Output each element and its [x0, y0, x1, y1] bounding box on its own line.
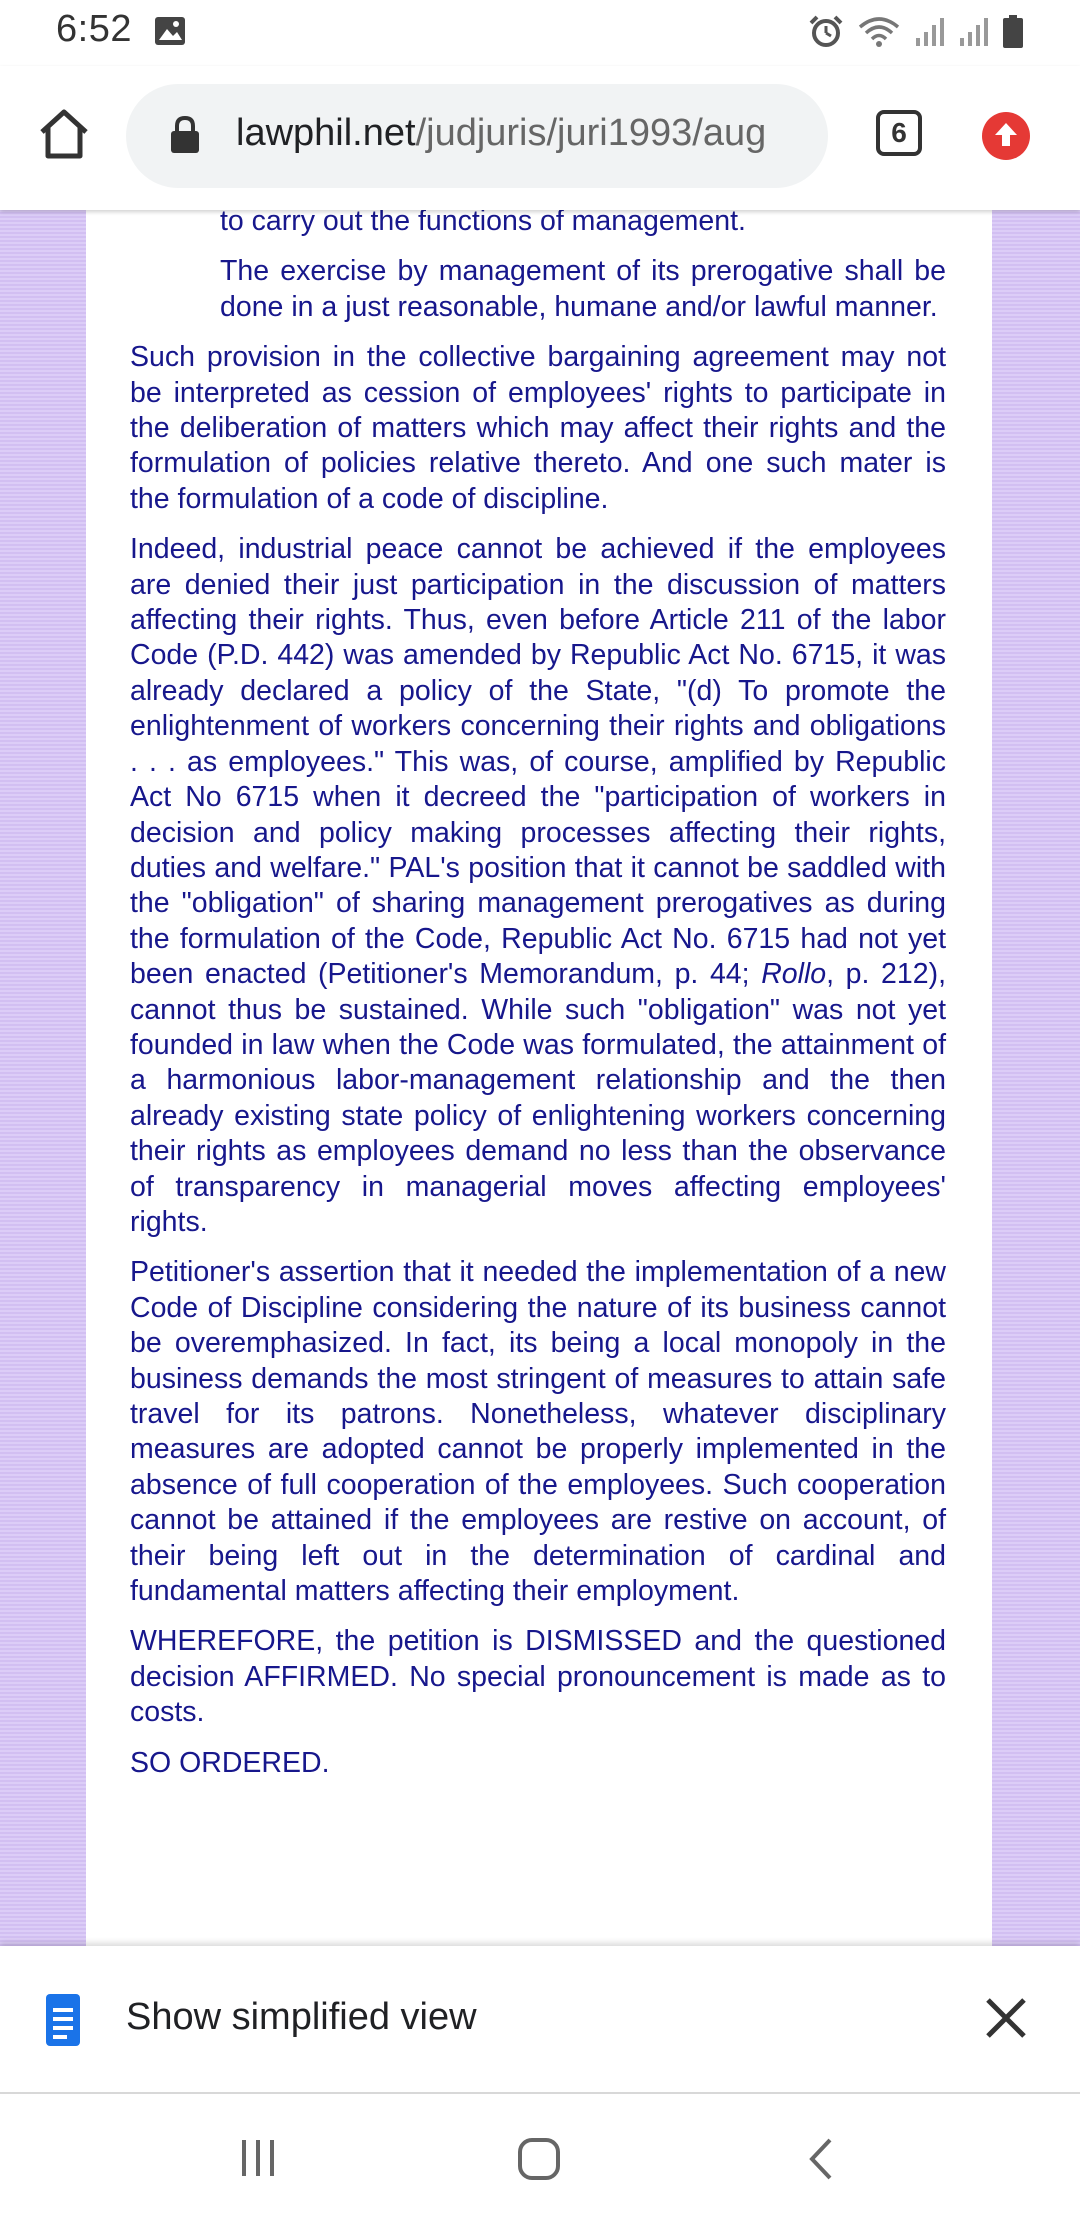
signal-icon	[914, 16, 944, 53]
document-icon	[44, 1992, 82, 2053]
url-domain: lawphil.net	[236, 112, 416, 154]
lock-icon	[170, 116, 200, 159]
status-time: 6:52	[56, 8, 132, 50]
italic-citation: Rollo	[761, 958, 827, 991]
simplified-view-label[interactable]: Show simplified view	[126, 1996, 477, 2038]
paragraph	[130, 532, 946, 1240]
url-path: /judjuris/juri1993/aug	[415, 112, 767, 154]
paragraph: Such provision in the collective bargaining agreement may not be interpreted as cession of employees' rights to participate in the deliberation of matters which may affect their rights and the formulation of policies relative thereto. And one such mater is the formulation of a code of discipline.	[130, 341, 946, 515]
tabs-icon[interactable]: 6	[876, 110, 922, 156]
paragraph-text: Indeed, industrial peace cannot be achieved if the employees are denied their just participation in the discussion of matters affecting their rights. Thus, even before Article 211 of the labor Code (P.D. 442) was amended by Republic Act No. 6715, it was already declared a policy of the State, "(d) To promote the enlightenment of workers concerning their rights and obligations . . . as employees." This was, of course, amplified by Republic Act No 6715 when it decreed the "participation of workers in decision and policy making processes affecting their rights, duties and welfare." PAL's position that it cannot be saddled with the "obligation" of sharing management prerogatives as during the formulation of the Code, Republic Act No. 6715 had not yet been enacted (Petitioner's Memorandum, p. 44;	[130, 533, 946, 991]
signal-icon	[958, 16, 988, 53]
recents-icon[interactable]	[236, 2136, 280, 2185]
navigation-bar	[0, 2094, 1080, 2220]
back-icon[interactable]	[806, 2136, 836, 2187]
browser-toolbar	[0, 66, 1080, 210]
gallery-icon	[154, 16, 186, 51]
status-bar	[0, 0, 1080, 66]
battery-icon	[1002, 15, 1024, 54]
update-icon[interactable]	[982, 112, 1030, 160]
document-body	[130, 210, 946, 1781]
paragraph: Petitioner's assertion that it needed the implementation of a new Code of Discipline considering the nature of its business cannot be overemphasized. In fact, its being a local monopoly in the business demands the most stringent of measures to attain safe travel for its patrons. Nonetheless, whatever disciplinary measures are adopted cannot be properly implemented in the absence of full cooperation of the employees. Such cooperation cannot be attained if the employees are restive on account, of their being left out in the determination of cardinal and fundamental matters affecting their employment.	[130, 1256, 946, 1608]
alarm-icon	[808, 14, 844, 55]
wifi-icon	[858, 15, 900, 54]
paragraph: SO ORDERED.	[130, 1746, 330, 1779]
home-icon[interactable]	[36, 106, 92, 162]
paragraph: WHEREFORE, the petition is DISMISSED and the questioned decision AFFIRMED. No special pronouncement is made as to costs.	[130, 1625, 946, 1729]
url-text	[236, 112, 766, 155]
home-nav-icon[interactable]	[516, 2136, 562, 2187]
paragraph: to carry out the functions of management.	[220, 210, 746, 237]
paragraph: The exercise by management of its prerogative shall be done in a just reasonable, humane and/or lawful manner.	[220, 255, 946, 323]
paragraph-text: , p. 212), cannot thus be sustained. While such "obligation" was not yet founded in law when the Code was formulated, the attainment of a harmonious labor-management relationship and the then already existing state policy of enlightening workers concerning their rights as employees demand no less than the observance of transparency in managerial moves affecting employees' rights.	[130, 958, 947, 1238]
address-bar[interactable]	[126, 84, 828, 188]
close-icon[interactable]	[984, 1996, 1028, 2040]
web-page[interactable]	[0, 210, 1080, 1946]
simplified-view-bar[interactable]	[0, 1946, 1080, 2094]
